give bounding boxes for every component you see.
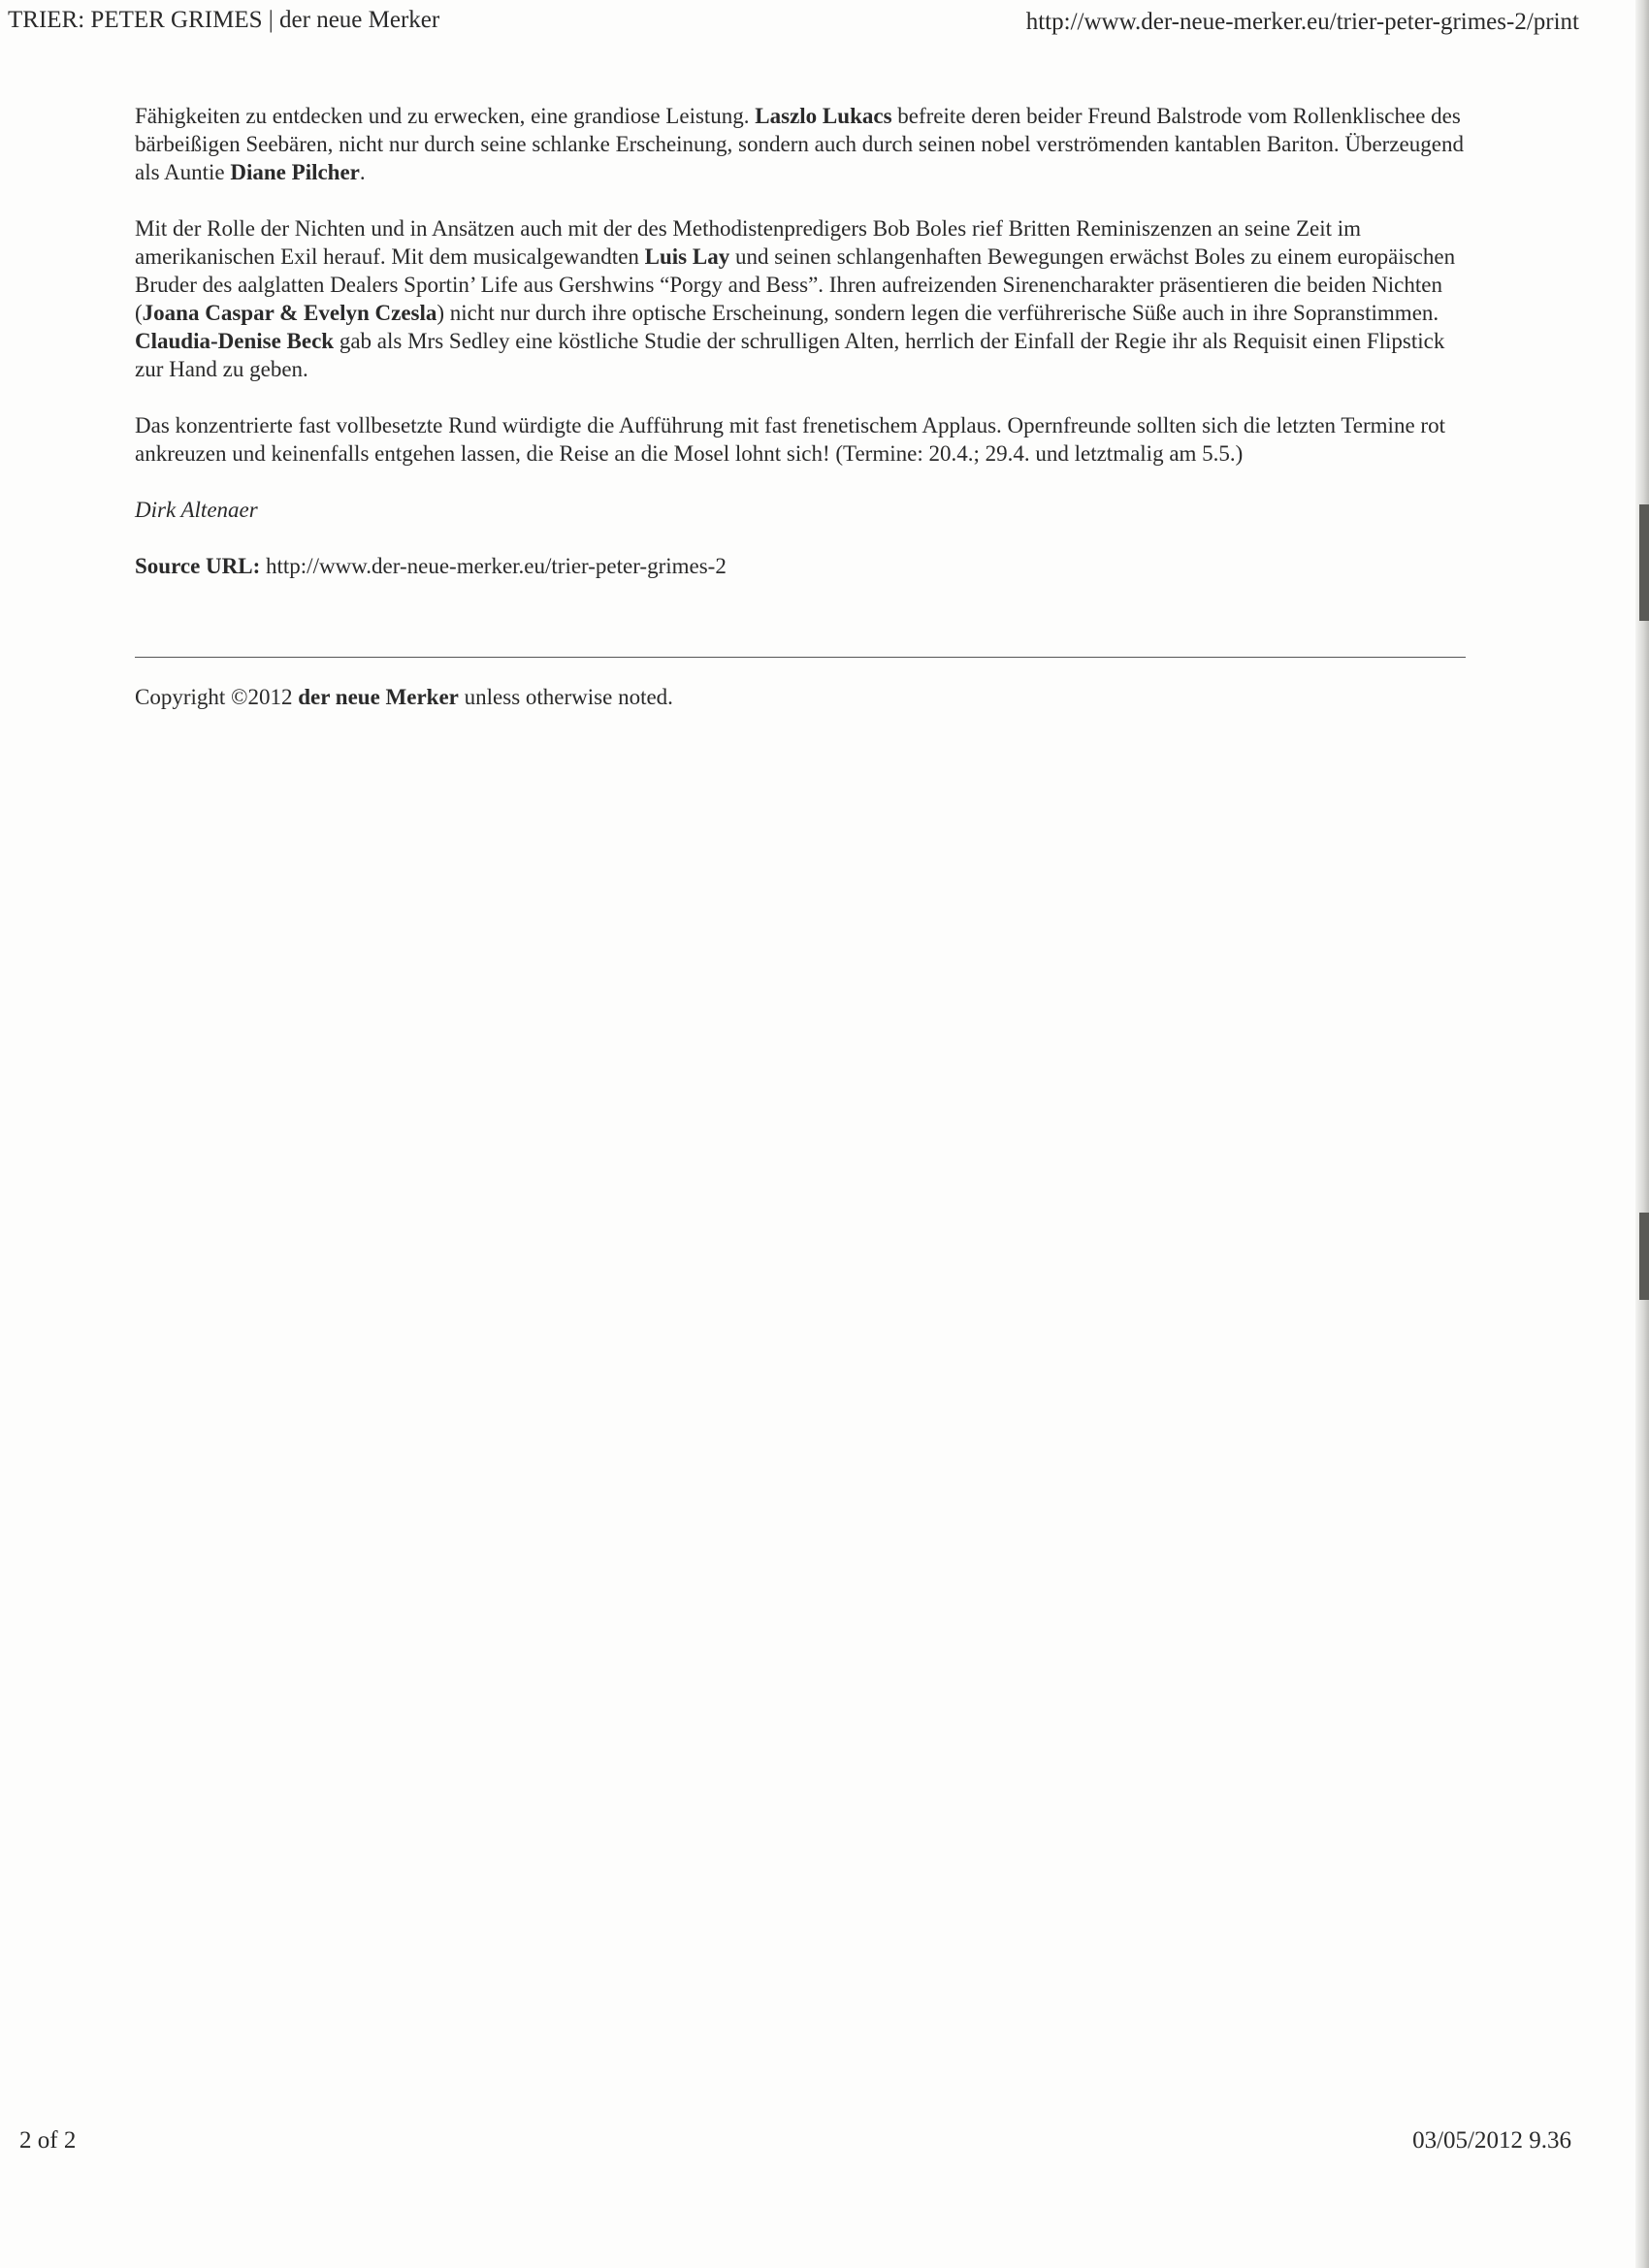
paragraph-text: . — [359, 160, 366, 184]
article-paragraph: Das konzentrierte fast vollbesetzte Rund würdigte die Aufführung mit fast frenetischem Applaus. Opernfreunde sollten sich die letzten Termine rot ankreuzen und keinenfalls entgehen lassen, die Reise an die Mosel lohnt sich! (Termine: 20.4.; 29.4. und letztmalig am 5.5.) — [135, 413, 1445, 466]
source-url-label: Source URL: — [135, 554, 261, 578]
horizontal-divider — [135, 657, 1466, 658]
paragraph-text: gab als Mrs Sedley eine köstliche Studie der schrulligen Alten, herrlich der Einfall der Regie ihr als Requisit einen Flipstick zur Hand zu geben. — [135, 329, 1445, 381]
copyright-brand: der neue Merker — [298, 685, 459, 709]
paragraph-text: ) nicht nur durch ihre optische Erscheinung, sondern legen die verführerische Süße auch in ihre Sopranstimmen. — [436, 301, 1439, 325]
page-header-title: TRIER: PETER GRIMES | der neue Merker — [8, 7, 440, 33]
scan-edge — [1635, 0, 1649, 2268]
print-datetime: 03/05/2012 9.36 — [1412, 2127, 1571, 2154]
copyright-notice — [135, 683, 673, 711]
paragraph-text: befreite deren beider Freund Balstrode vom Rollenklischee des bärbeißigen Seebären, nicht nur durch seine schlanke Erscheinung, sondern auch durch seinen nobel verströmenden kantablen Bariton. Überzeugend als Auntie — [135, 104, 1464, 184]
performer-name: Joana Caspar & Evelyn Czesla — [142, 301, 437, 325]
article-paragraph — [135, 102, 1469, 186]
performer-name: Laszlo Lukacs — [755, 104, 892, 128]
article-paragraph — [135, 214, 1469, 383]
performer-name: Diane Pilcher — [230, 160, 360, 184]
article-author: Dirk Altenaer — [135, 498, 258, 522]
source-url-link[interactable]: http://www.der-neue-merker.eu/trier-peter-grimes-2 — [260, 554, 727, 578]
performer-name: Claudia-Denise Beck — [135, 329, 335, 353]
paragraph-text: und seinen schlangenhaften Bewegungen erwächst Boles zu einem europäischen Bruder des aalglatten Dealers Sportin’ Life aus Gershwins “Porgy and Bess”. Ihren aufreizenden Sirenencharakter präsentieren die beiden Nichten ( — [135, 244, 1456, 325]
scan-edge-mark — [1639, 1213, 1649, 1300]
article-body — [135, 102, 1469, 608]
copyright-text: unless otherwise noted. — [458, 685, 673, 709]
paragraph-text: Fähigkeiten zu entdecken und zu erwecken, eine grandiose Leistung. — [135, 104, 756, 128]
page-number: 2 of 2 — [19, 2127, 77, 2154]
scan-edge-mark — [1639, 504, 1649, 621]
source-url-line — [135, 552, 1469, 580]
copyright-text: Copyright ©2012 — [135, 685, 299, 709]
paragraph-text: Mit der Rolle der Nichten und in Ansätzen auch mit der des Methodistenpredigers Bob Boles rief Britten Reminiszenzen an seine Zeit im amerikanischen Exil herauf. Mit dem musicalgewandten — [135, 216, 1362, 269]
page-header-url: http://www.der-neue-merker.eu/trier-peter-grimes-2/print — [1025, 9, 1579, 35]
performer-name: Luis Lay — [644, 244, 730, 269]
